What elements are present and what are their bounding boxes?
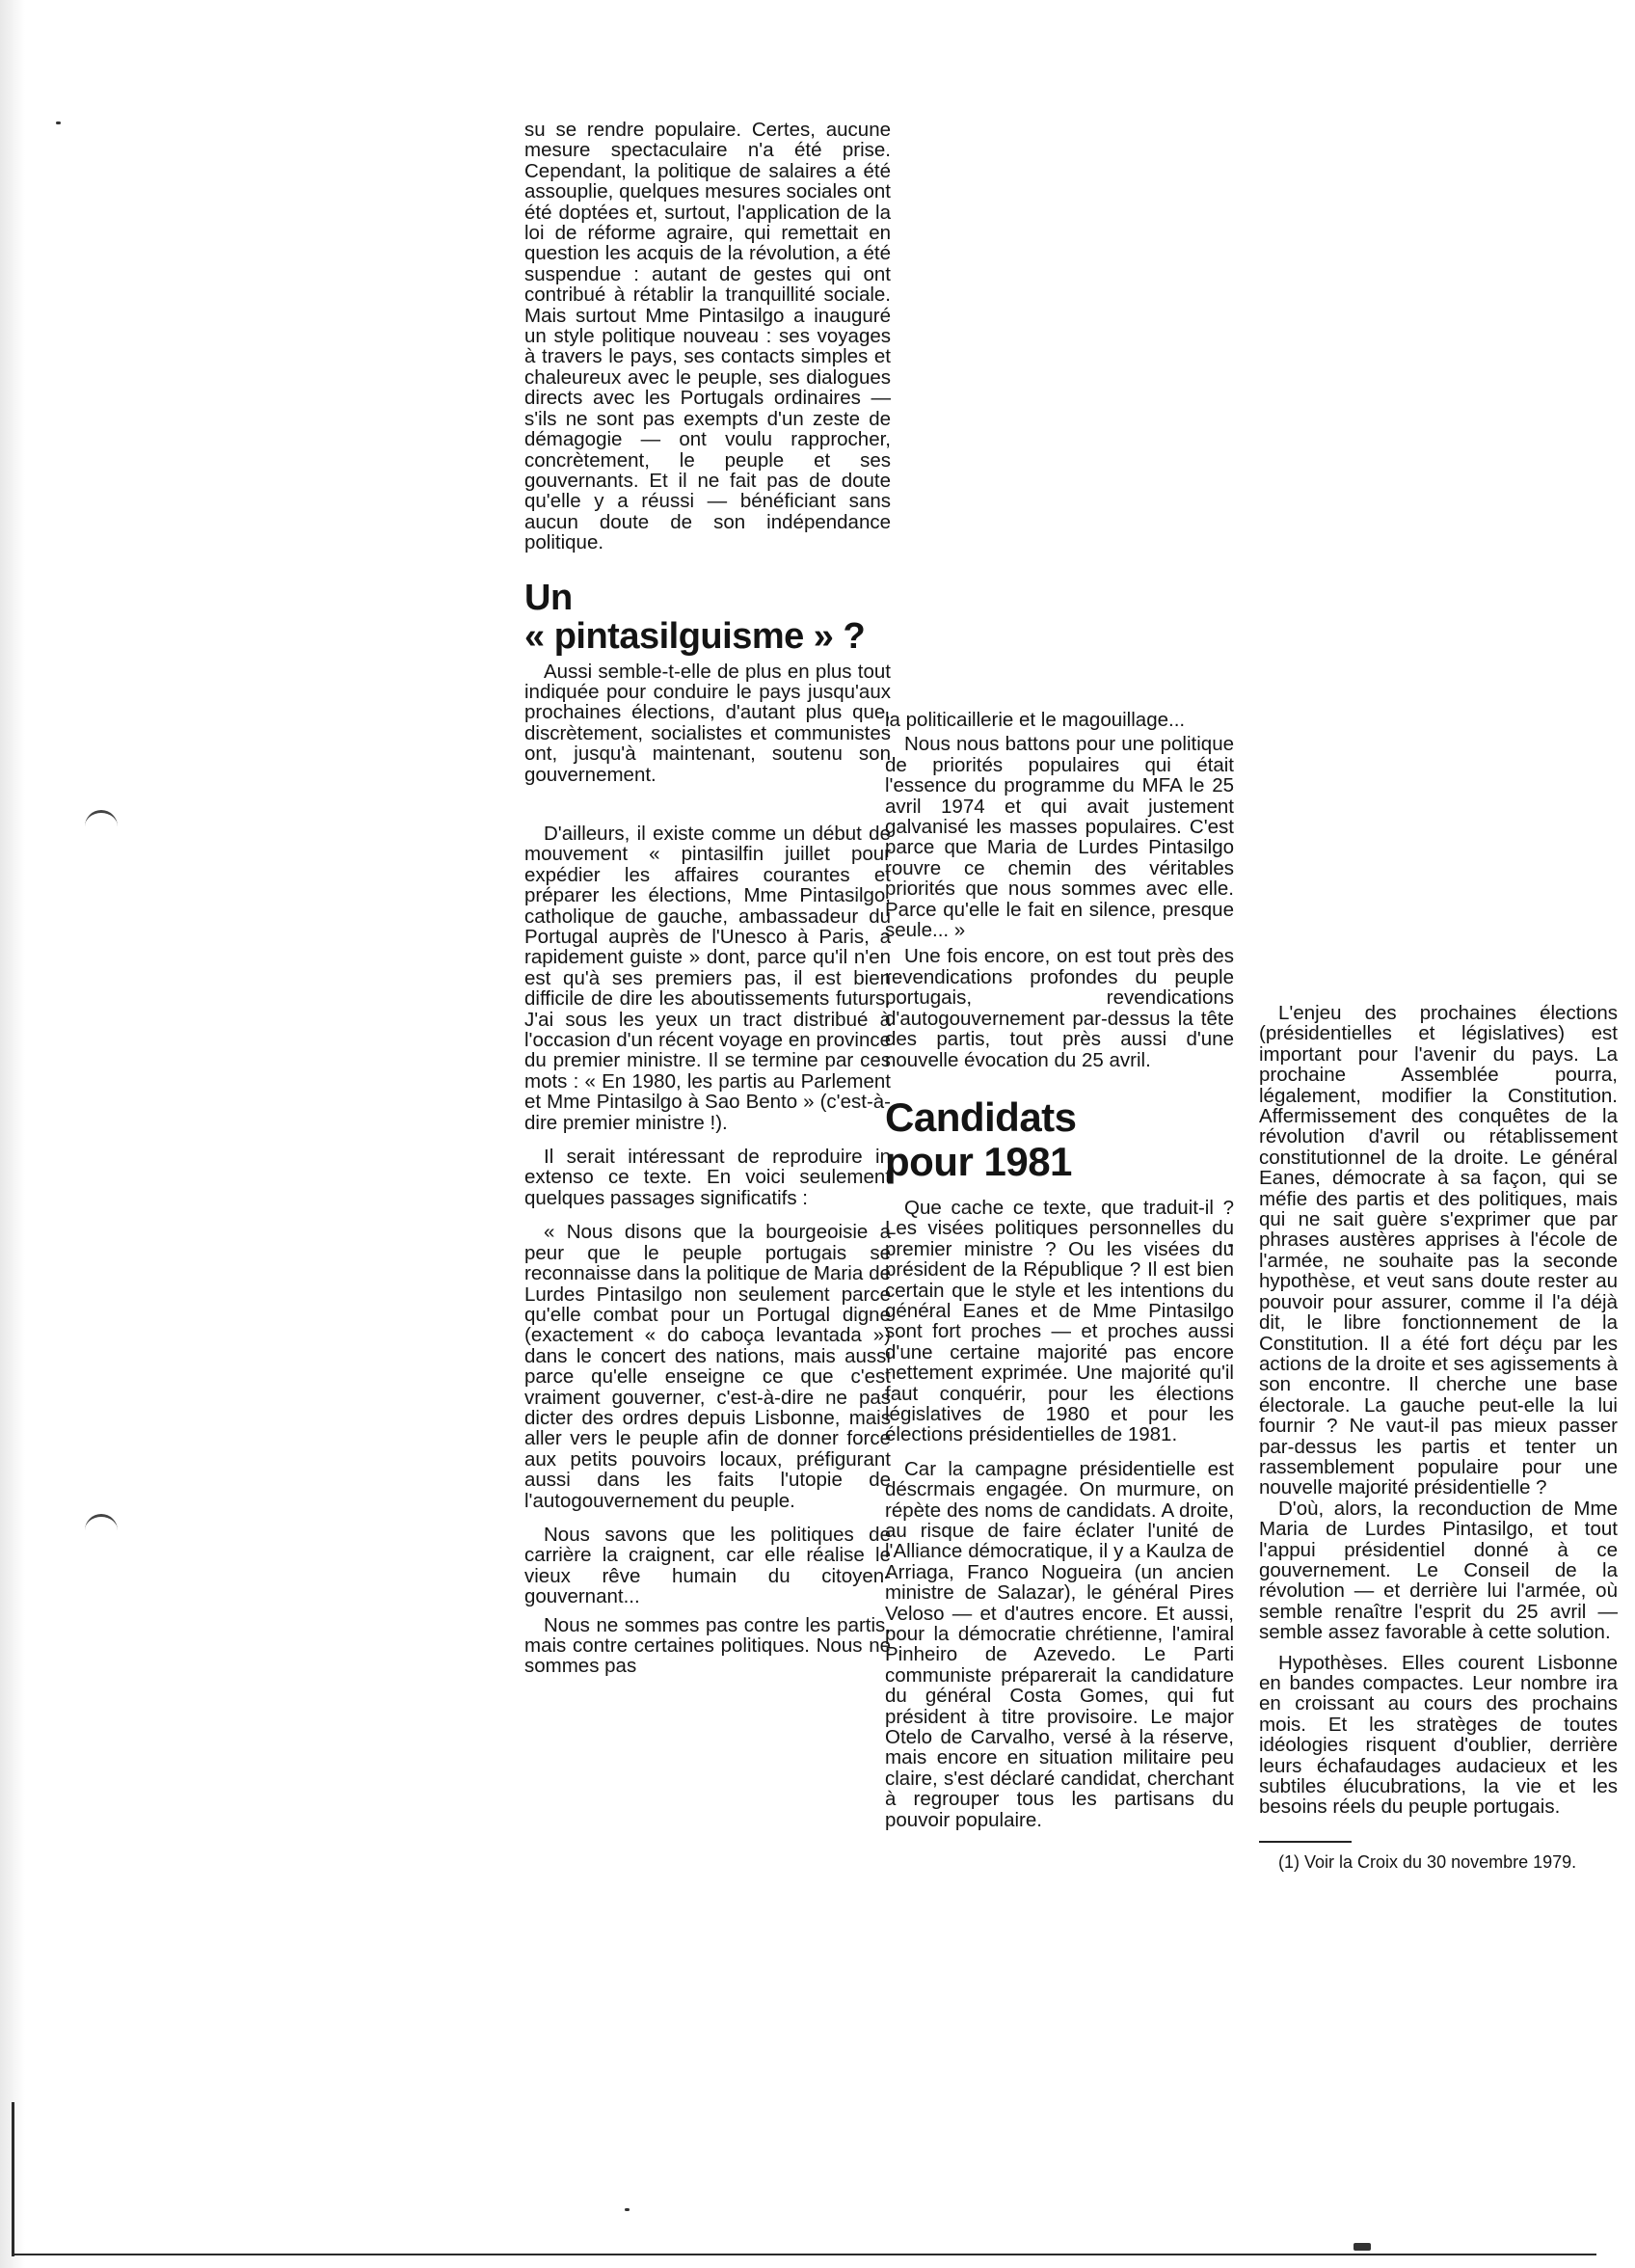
page-edge-mark: [12, 2102, 14, 2256]
page-left-edge: [0, 0, 25, 2268]
article-column-3: [1259, 1003, 1618, 1872]
paragraph: Car la campagne présidentielle est déscrmais engagée. On murmure, on répète des noms de candidats. A droite, au risque de faire éclater l'unité de l'Alliance démocratique, il y a Kaulza de Arriaga, Franco Nogueira (un ancien ministre de Salazar), le général Pires Veloso — et d'autres encore. Et aussi, pour la démocratie chrétienne, l'amiral Pinheiro de Azevedo. Le Parti communiste préparerait la candidature du général Costa Gomes, qui fut président à titre provisoire. Le major Otelo de Carvalho, versé à la réserve, mais encore en situation militaire peu claire, s'est déclaré candidat, cherchant à regrouper tous les partisans du pouvoir populaire.: [885, 1457, 1234, 1831]
paragraph: su se rendre populaire. Certes, aucune mesure spectaculaire n'a été prise. Cependant, la politique de salaires a été assouplie, quelques mesures sociales ont été doptées et, surtout, l'application de la loi de réforme agraire, qui remettait en question les acquis de la révolution, a été suspendue : autant de gestes qui ont contribué à rétablir la tranquillité sociale. Mais surtout Mme Pintasilgo a inauguré un style politique nouveau : ses voyages à travers le pays, ses contacts simples et chaleureux avec le peuple, ses dialogues directs avec les Portugals ordinaires — s'ils ne sont pas exempts d'un zeste de démagogie — ont voulu rapprocher, concrètement, le peuple et ses gouvernants. Et il ne fait pas de doute qu'elle y a réussi — bénéficiant sans aucun doute de son indépendance politique.: [524, 119, 891, 554]
paragraph: Aussi semble-t-elle de plus en plus tout indiquée pour conduire le pays jusqu'aux prochaines élections, d'autant plus que, discrètement, socialistes et communistes ont, jusqu'à maintenant, soutenu son gouvernement.: [524, 660, 891, 786]
paragraph: L'enjeu des prochaines élections (présidentielles et législatives) est important pour l'avenir du pays. La prochaine Assemblée pourra, légalement, modifier la Constitution. Affermissement des conquêtes de la révolution d'avril ou rétablissement constitutionnel de la droite. Le général Eanes, démocrate à sa façon, qui se méfie des partis et des politiques, mais qui ne sait guère s'exprimer que par phrases austères apprises à l'école de l'armée, ne souhaite pas la seconde hypothèse, et veut sans doute rester au pouvoir pour assurer, comme il l'a déjà dit, le libre fonctionnement de la Constitution. Il a été fort déçu par les actions de la droite et ses agissements à son encontre. Il cherche une base électorale. La gauche peut-elle la lui fournir ? Ne vaut-il pas mieux passer par-dessus les partis et tenter un rassemblement populaire pour une nouvelle majorité présidentielle ?: [1259, 1002, 1618, 1499]
heading-line: Un: [524, 577, 573, 618]
paragraph: la politicaillerie et le magouillage...: [885, 709, 1186, 731]
article-column-2: [885, 710, 1234, 1830]
scan-speck: [56, 122, 61, 124]
heading-line: pour 1981: [885, 1138, 1072, 1184]
quote-paragraph: Nous savons que les politiques de carrière la craignent, car elle réalise le vieux rêve humain du citoyen-gouvernant...: [524, 1523, 891, 1608]
quote-paragraph: « Nous disons que la bourgeoisie a peur que le peuple portugais se reconnaisse dans la politique de Maria de Lurdes Pintasilgo non seulement parce qu'elle combat pour un Portugal digne (exactement « do caboça levantada ») dans le concert des nations, mais aussi parce qu'elle enseigne ce que c'est vraiment gouverner, c'est-à-dire ne pas dicter des ordres depuis Lisbonne, mais aller vers le peuple afin de donner force aux petits pouvoirs locaux, préfigurant aussi dans les faits l'utopie de l'autogouvernement du peuple.: [524, 1221, 891, 1512]
paragraph: Il serait intéressant de reproduire in extenso ce texte. En voici seulement quelques passages significatifs :: [524, 1146, 891, 1209]
page-number-mark: [1354, 2243, 1371, 2251]
quote-paragraph: Nous nous battons pour une politique de priorités populaires qui était l'essence du programme du MFA le 25 avril 1974 et qui avait justement galvanisé les masses populaires. C'est parce que Maria de Lurdes Pintasilgo rouvre ce chemin des véritables priorités que nous sommes avec elle. Parce qu'elle le fait en silence, presque seule... »: [885, 733, 1234, 942]
scan-artifact-hook: [85, 1514, 118, 1530]
paragraph: D'où, alors, la reconduction de Mme Maria de Lurdes Pintasilgo, et tout l'appui présidentiel donné à ce gouvernement. Le Conseil de la révolution — et derrière lui l'armée, où semble renaître l'esprit du 25 avril — semble assez favorable à cette solution.: [1259, 1497, 1618, 1644]
footnote-rule: [1259, 1841, 1352, 1843]
scan-artifact-hook: [85, 810, 118, 826]
paragraph: Hypothèses. Elles courent Lisbonne en bandes compactes. Leur nombre ira en croissant au cours des prochains mois. Et les stratèges de toutes idéologies risquent d'oublier, derrière leurs échafaudages audacieux et les subtiles élucubrations, la vie et les besoins réels du peuple portugais.: [1259, 1651, 1618, 1819]
footnote: (1) Voir la Croix du 30 novembre 1979.: [1278, 1851, 1577, 1872]
heading-line: « pintasilguisme » ?: [524, 615, 866, 657]
paragraph: D'ailleurs, il existe comme un début de mouvement « pintasilfin juillet pour expédier les affaires courantes et préparer les élections, Mme Pintasilgo, catholique de gauche, ambassadeur du Portugal auprès de l'Unesco à Paris, a rapidement guiste » dont, parce qu'il n'en est qu'à ses premiers pas, il est bien difficile de dire les aboutissements futurs. J'ai sous les yeux un tract distribué à l'occasion d'un récent voyage en province du premier ministre. Il se termine par ces mots : « En 1980, les partis au Parlement et Mme Pintasilgo à Sao Bento » (c'est-à-dire premier ministre !).: [524, 822, 891, 1134]
section-heading: [885, 1095, 1234, 1184]
quote-paragraph: Nous ne sommes pas contre les partis, mais contre certaines politiques. Nous ne sommes pas: [524, 1613, 891, 1678]
section-heading: [524, 579, 891, 656]
page-bottom-rule: [12, 2254, 1596, 2255]
paragraph: Une fois encore, on est tout près des revendications profondes du peuple portugais, revendications d'autogouvernement par-dessus la tête des partis, tout près aussi d'une nouvelle évocation du 25 avril.: [885, 945, 1234, 1071]
scan-speck: [625, 2208, 630, 2211]
paragraph: Que cache ce texte, que traduit-il ? Les visées politiques personnelles du premier ministre ? Ou les visées du président de la République ? Il est bien certain que le style et les intentions du général Eanes et de Mme Pintasilgo sont fort proches — et proches aussi d'une certaine majorité pas encore nettement exprimée. Une majorité qu'il faut conquérir, pour les élections législatives de 1980 et pour les élections présidentielles de 1981.: [885, 1196, 1234, 1446]
article-column-1: [524, 120, 891, 1677]
heading-line: Candidats: [885, 1094, 1077, 1140]
